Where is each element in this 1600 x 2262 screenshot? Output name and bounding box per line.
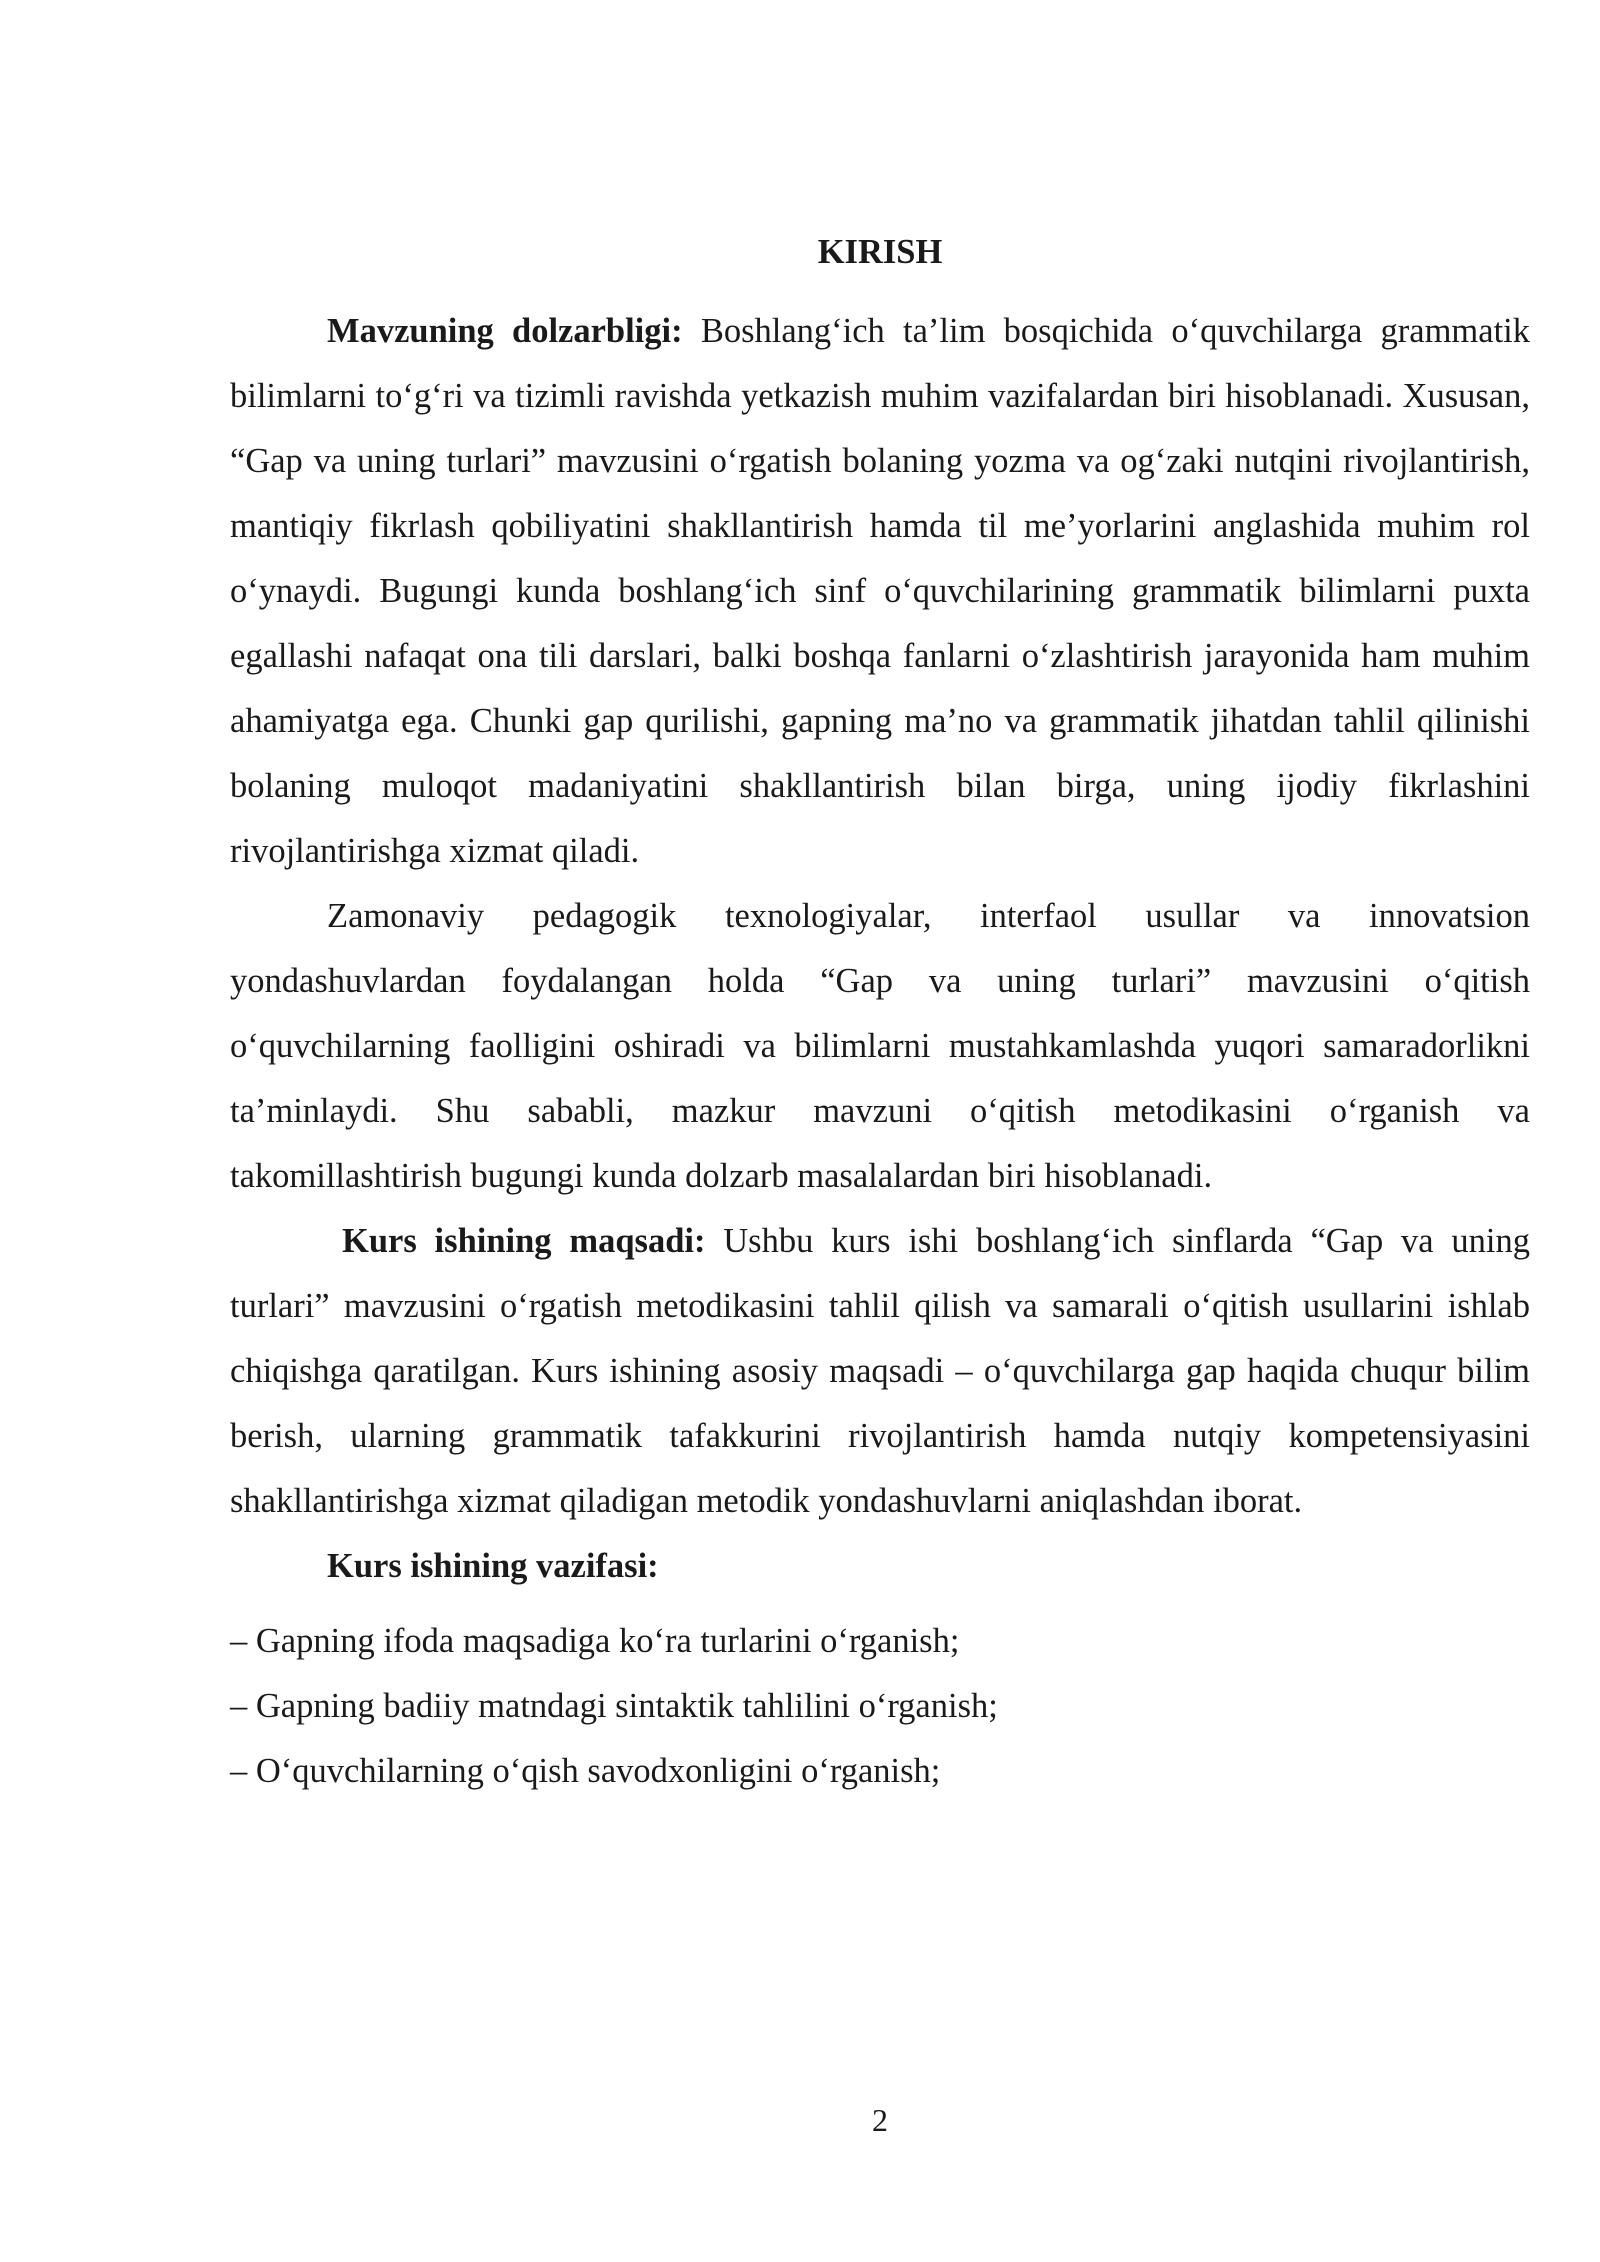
relevance-text: Boshlang‘ich ta’lim bosqichida o‘quvchilarga grammatik bilimlarni to‘g‘ri va tizimli ravishda yetkazish muhim vazifalardan biri hisoblanadi. Xususan, “Gap va uning turlari” mavzusini o‘rgatish bolaning yozma va og‘zaki nutqini rivojlantirish, mantiqiy fikrlash qobiliyatini shakllantirish hamda til me’yorlarini anglashida muhim rol o‘ynaydi. Bugungi kunda boshlang‘ich sinf o‘quvchilarining grammatik bilimlarni puxta egallashi nafaqat ona tili darslari, balki boshqa fanlarni o‘zlashtirish jarayonida ham muhim ahamiyatga ega. Chunki gap qurilishi, gapning ma’no va grammatik jihatdan tahlil qilinishi bolaning muloqot madaniyatini shakllantirish bilan birga, uning ijodiy fikrlashini rivojlantirishga xizmat qiladi. bbox=[230, 312, 1530, 870]
relevance-label: Mavzuning dolzarbligi: bbox=[327, 312, 683, 350]
page-content bbox=[230, 220, 1530, 1804]
methods-paragraph: Zamonaviy pedagogik texnologiyalar, interfaol usullar va innovatsion yondashuvlardan foydalangan holda “Gap va uning turlari” mavzusini o‘qitish o‘quvchilarning faolligini oshiradi va bilimlarni mustahkamlashda yuqori samaradorlikni ta’minlaydi. Shu sababli, mazkur mavzuni o‘qitish metodikasini o‘rganish va takomillashtirish bugungi kunda dolzarb masalalardan biri hisoblanadi. bbox=[230, 897, 1530, 1195]
tasks-heading: Kurs ishining vazifasi: bbox=[327, 1547, 659, 1585]
page-heading: KIRISH bbox=[817, 233, 943, 271]
task-item: – Gapning ifoda maqsadiga ko‘ra turlarini o‘rganish; bbox=[230, 1622, 960, 1660]
relevance-paragraph bbox=[230, 299, 1530, 884]
tasks-list bbox=[230, 1609, 1530, 1804]
page-number: 2 bbox=[872, 2102, 888, 2138]
task-item: – Gapning badiiy matndagi sintaktik tahlilini o‘rganish; bbox=[230, 1687, 998, 1725]
goal-label: Kurs ishining maqsadi: bbox=[342, 1222, 706, 1260]
goal-text: Ushbu kurs ishi boshlang‘ich sinflarda “Gap va uning turlari” mavzusini o‘rgatish metodikasini tahlil qilish va samarali o‘qitish usullarini ishlab chiqishga qaratilgan. Kurs ishining asosiy maqsadi – o‘quvchilarga gap haqida chuqur bilim berish, ularning grammatik tafakkurini rivojlantirish hamda nutqiy kompetensiyasini shakllantirishga xizmat qiladigan metodik yondashuvlarni aniqlashdan iborat. bbox=[230, 1222, 1530, 1520]
goal-paragraph bbox=[230, 1209, 1530, 1534]
task-item: – O‘quvchilarning o‘qish savodxonligini o‘rganish; bbox=[230, 1752, 941, 1790]
